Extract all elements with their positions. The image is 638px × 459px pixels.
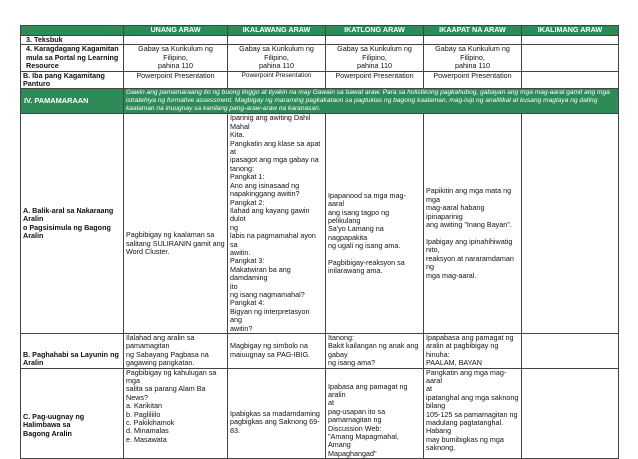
cell-tekstbuk-day-2 [228,36,326,45]
label-panturo: B. Iba pang Kagamitang Panturo [21,71,124,89]
cell-panturo-day-5 [522,71,619,89]
cell-tekstbuk-day-3 [326,36,424,45]
header-day-2: IKALAWANG ARAW [228,26,326,36]
row-pag-uugnay [21,368,619,459]
header-day-4: IKAAPAT NA ARAW [424,26,522,36]
row-paghahabi [21,334,619,369]
row-portal [21,45,619,71]
cell-paghahabi-day-4: Ipapabasa ang pamagat ng aralin at pagbibigay ng hinuha: PAALAM, BAYAN [424,334,522,369]
day-header-row [21,26,619,36]
cell-panturo-day-3: Powerpoint Presentation [326,71,424,89]
label-pamamaraan: IV. PAMAMARAAN [21,89,124,114]
cell-pag-uugnay-day-2: Ipabigkas sa madamdaming pagbigkas ang Saknong 69-83. [228,368,326,459]
cell-portal-day-1: Gabay sa Kurikulum ng Filipino, pahina 110 [124,45,228,71]
cell-paghahabi-day-5 [522,334,619,369]
cell-portal-day-4: Gabay sa Kurikulum ng Filipino, pahina 110 [424,45,522,71]
cell-paghahabi-day-3: Itanong: Bakit kailangan ng anak ang gabay ng isang ama? [326,334,424,369]
cell-portal-day-3: Gabay sa Kurikulum ng Filipino, pahina 110 [326,45,424,71]
header-day-5: IKALIMANG ARAW [522,26,619,36]
cell-balik-aral-day-4: Papikitin ang mga mata ng mga mag-aaral habang ipinaparinig ang awiting "Inang Bayan". Ipabigay ang ipinahihiwatig nito, reaksyon at nararamdaman ng mga mag-aaral. [424,114,522,334]
cell-paghahabi-day-1: Ilalahad ang aralin sa pamamagitan ng Sabayang Pagbasa na gagawing pangkatan. [124,334,228,369]
label-portal: 4. Karagdagang Kagamitan mula sa Portal ng Learning Resource [21,45,124,71]
cell-tekstbuk-day-5 [522,36,619,45]
header-day-1: UNANG ARAW [124,26,228,36]
label-tekstbuk: 3. Teksbuk [21,36,124,45]
cell-balik-aral-day-5 [522,114,619,334]
lesson-plan-table [20,25,619,459]
label-balik-aral: A. Balik-aral sa Nakaraang Aralin o Pagsisimula ng Bagong Aralin [21,114,124,334]
cell-paghahabi-day-2: Magbigay ng simbolo na maiuugnay sa PAG-IBIG. [228,334,326,369]
cell-tekstbuk-day-1 [124,36,228,45]
cell-balik-aral-day-1: Pagbibigay ng kaalaman sa salitang SULIRANIN gamit ang Word Cluster. [124,114,228,334]
cell-portal-day-5 [522,45,619,71]
row-tekstbuk [21,36,619,45]
row-panturo [21,71,619,89]
row-balik-aral [21,114,619,334]
cell-panturo-day-1: Powerpoint Presentation [124,71,228,89]
cell-tekstbuk-day-4 [424,36,522,45]
label-pag-uugnay: C. Pag-uugnay ng Halimbawa sa Bagong Aralin [21,368,124,459]
header-day-3: IKATLONG ARAW [326,26,424,36]
cell-pag-uugnay-day-1: Pagbibigay ng kahulugan sa mga salita sa parang Alam Ba News? a. Karikitan b. Pagliliilo c. Pakikihamok d. Minamalas e. Masawata [124,368,228,459]
cell-portal-day-2: Gabay sa Kurikulum ng Filipino, pahina 110 [228,45,326,71]
cell-panturo-day-2: Powerpoint Presentation [228,71,326,89]
cell-pag-uugnay-day-3: Ipabasa ang pamagat ng aralin at pag-usapan ito sa pamamagitan ng Discussion Web: "Amang Mapagmahal, Amang Mapaghangad" [326,368,424,459]
row-pamamaraan [21,89,619,114]
cell-balik-aral-day-2: Iparinig ang awiting Dahil Mahal Kita. Pangkatin ang klase sa apat at ipasagot ang mga gabay na tanong: Pangkat 1: Ano ang isinasaad ng napakinggang awitin? Pangkat 2: Ilahad ang kayang gawin dulot ng labis na pagmamahal ayon sa awitin. Pangkat 3: Makatwiran ba ang damdaming ito ng isang nagmamahal? Pangkat 4: Bigyan ng interpretasyon ang awitin? [228,114,326,334]
cell-balik-aral-day-3: Ipapanood sa mga mag-aaral ang isang tagpo ng pelikulang Sa'yo Lamang na nagpapakita ng ugali ng isang ama. Pagbibigay-reaksyon sa inilarawang ama. [326,114,424,334]
header-blank-cell [21,26,124,36]
pamamaraan-instructions: Gawin ang pamamaraang ito ng buong linggo at tiyakin na may Gawain sa bawat araw. Para sa holistikong pagkahubog, gabayan ang mga mag-aaral gamit ang mga istratehiya ng formative assessment. Magbigay ng maraming pagkakataon sa pagtuklas ng bagong kaalaman, mag-isip ng analitikal at kusang magtaya ng dating kaalaman na inuugnay sa kanilang pang-araw-araw na karanasan. [124,89,619,114]
cell-pag-uugnay-day-5 [522,368,619,459]
label-paghahabi: B. Paghahabi sa Layunin ng Aralin [21,334,124,369]
cell-pag-uugnay-day-4: Pangkatin ang mga mag-aaral at ipatanghal ang mga saknong bilang 105-125 sa pamamagitan ng madulang pagtatanghal. Habang may bumibigkas ng mga saknong, [424,368,522,459]
cell-panturo-day-4: Powerpoint Presentation [424,71,522,89]
